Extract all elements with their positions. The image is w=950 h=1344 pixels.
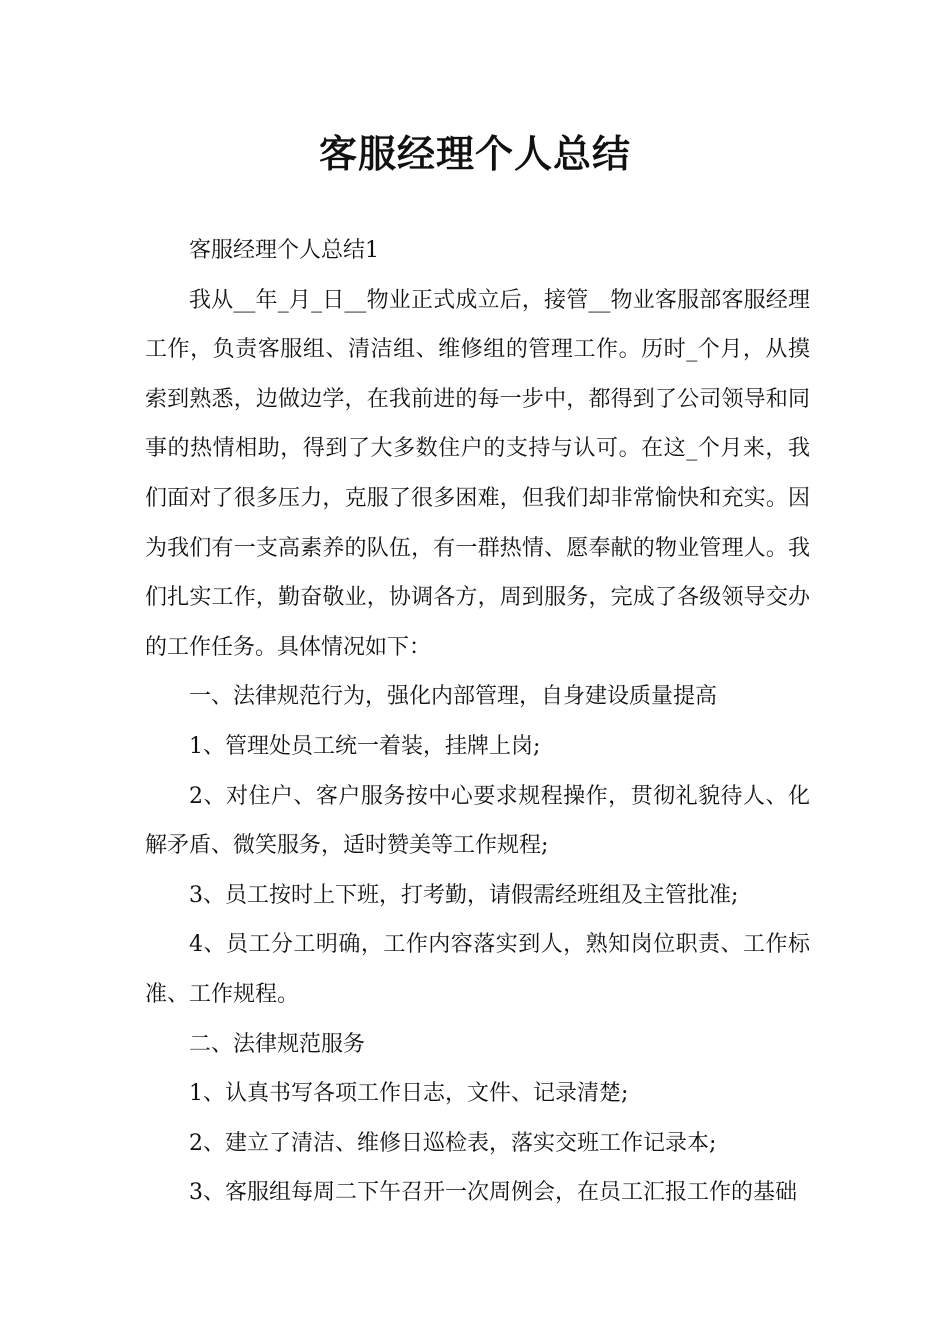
list-item: 2、建立了清洁、维修日巡检表，落实交班工作记录本; bbox=[189, 1130, 717, 1156]
list-item: 3、员工按时上下班，打考勤，请假需经班组及主管批准; bbox=[189, 882, 739, 908]
document-body bbox=[145, 226, 810, 1218]
intro-paragraph: 我从__年_月_日__物业正式成立后，接管__物业客服部客服经理工作，负责客服组、清洁组、维修组的管理工作。历时_个月，从摸索到熟悉，边做边学，在我前进的每一步中，都得到了公司领导和同事的热情相助，得到了大多数住户的支持与认可。在这_个月来，我们面对了很多压力，克服了很多困难，但我们却非常愉快和充实。因为我们有一支高素养的队伍，有一群热情、愿奉献的物业管理人。我们扎实工作，勤奋敬业，协调各方，周到服务，完成了各级领导交办的工作任务。具体情况如下： bbox=[145, 287, 810, 660]
section-heading-summary-1: 客服经理个人总结1 bbox=[189, 238, 379, 263]
list-item: 1、管理处员工统一着装，挂牌上岗; bbox=[189, 733, 541, 759]
section-heading-2: 二、法律规范服务 bbox=[189, 1031, 366, 1057]
list-item: 4、员工分工明确，工作内容落实到人，熟知岗位职责、工作标准、工作规程。 bbox=[145, 932, 810, 1007]
list-item: 1、认真书写各项工作日志，文件、记录清楚; bbox=[189, 1081, 629, 1107]
list-item: 3、客服组每周二下午召开一次周例会，在员工汇报工作的基础 bbox=[189, 1180, 797, 1206]
section-heading-1: 一、法律规范行为，强化内部管理，自身建设质量提高 bbox=[189, 684, 718, 710]
document-title: 客服经理个人总结 bbox=[318, 132, 631, 176]
list-item: 2、对住户、客户服务按中心要求规程操作，贯彻礼貌待人、化解矛盾、微笑服务，适时赞美等工作规程; bbox=[145, 783, 810, 859]
